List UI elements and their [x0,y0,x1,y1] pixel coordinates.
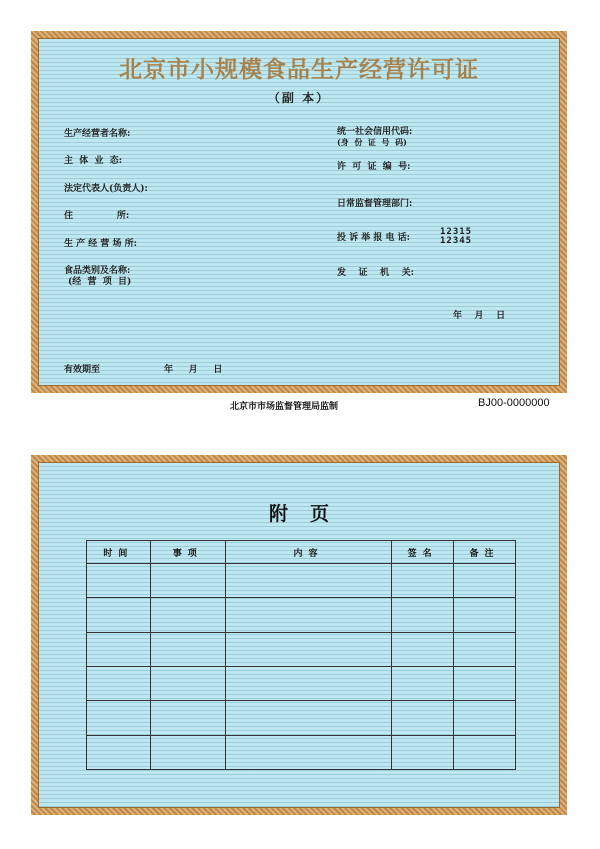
supervision-dept-label: 日常监督管理部门: [337,199,413,209]
table-cell [454,598,516,632]
table-cell [150,666,225,700]
record-table-body [87,564,516,770]
legal-representative-label: 法定代表人(负责人): [64,184,148,194]
operation-site-label: 生 产 经 营 场 所: [64,239,137,249]
column-header-signature: 签名 [392,541,454,564]
license-panel [38,38,560,386]
table-cell [454,701,516,735]
table-cell [392,564,454,598]
table-cell [87,735,151,769]
complaint-phone-label: 投 诉 举 报 电 话: [337,233,410,243]
table-cell [392,666,454,700]
table-row [87,735,516,769]
table-cell [225,666,392,700]
license-subtitle: （副 本） [267,91,331,105]
operation-items-label: (经 营 项 目) [68,277,132,287]
table-cell [150,735,225,769]
appendix-panel [38,462,560,808]
table-cell [150,632,225,666]
table-cell [225,735,392,769]
business-type-label: 主 体 业 态: [64,156,123,166]
table-cell [392,701,454,735]
table-cell [225,598,392,632]
table-row [87,564,516,598]
issue-date: 年 月 日 [453,311,506,321]
id-number-label: (身 份 证 号 码) [337,137,407,147]
column-header-item: 事项 [150,541,225,564]
table-cell [454,735,516,769]
phone-12345: 12345 [440,236,473,246]
valid-until-date: 年 月 日 [164,365,223,375]
table-cell [87,701,151,735]
appendix-card [31,455,567,815]
supervisor-note: 北京市市场监督管理局监制 [230,402,339,412]
record-table [86,540,516,770]
table-cell [454,564,516,598]
license-title: 北京市小规模食品生产经营许可证 [119,56,479,83]
table-cell [392,632,454,666]
serial-number: BJ00-0000000 [478,397,550,409]
table-cell [150,598,225,632]
table-row [87,598,516,632]
column-header-content: 内容 [225,541,392,564]
license-number-label: 许 可 证 编 号: [337,162,411,172]
valid-until-label: 有效期至 [64,365,101,375]
table-header-row [87,541,516,564]
appendix-title: 附页 [268,503,351,525]
column-header-remarks: 备注 [454,541,516,564]
table-cell [225,632,392,666]
license-card [31,31,567,393]
column-header-time: 时间 [87,541,151,564]
phone-12315: 12315 [440,227,473,237]
table-cell [150,701,225,735]
residence-label: 住 所: [64,211,130,221]
issuing-authority-label: 发 证 机 关: [337,268,414,278]
table-row [87,701,516,735]
table-cell [392,598,454,632]
table-cell [150,564,225,598]
table-cell [454,666,516,700]
table-cell [87,598,151,632]
food-category-label: 食品类别及名称: [64,266,131,276]
credit-code-label: 统一社会信用代码: [337,127,413,137]
operator-name-label: 生产经营者名称: [64,129,131,139]
table-cell [392,735,454,769]
table-cell [225,564,392,598]
table-cell [87,632,151,666]
table-cell [454,632,516,666]
table-cell [87,666,151,700]
table-cell [225,701,392,735]
table-row [87,666,516,700]
table-row [87,632,516,666]
table-cell [87,564,151,598]
